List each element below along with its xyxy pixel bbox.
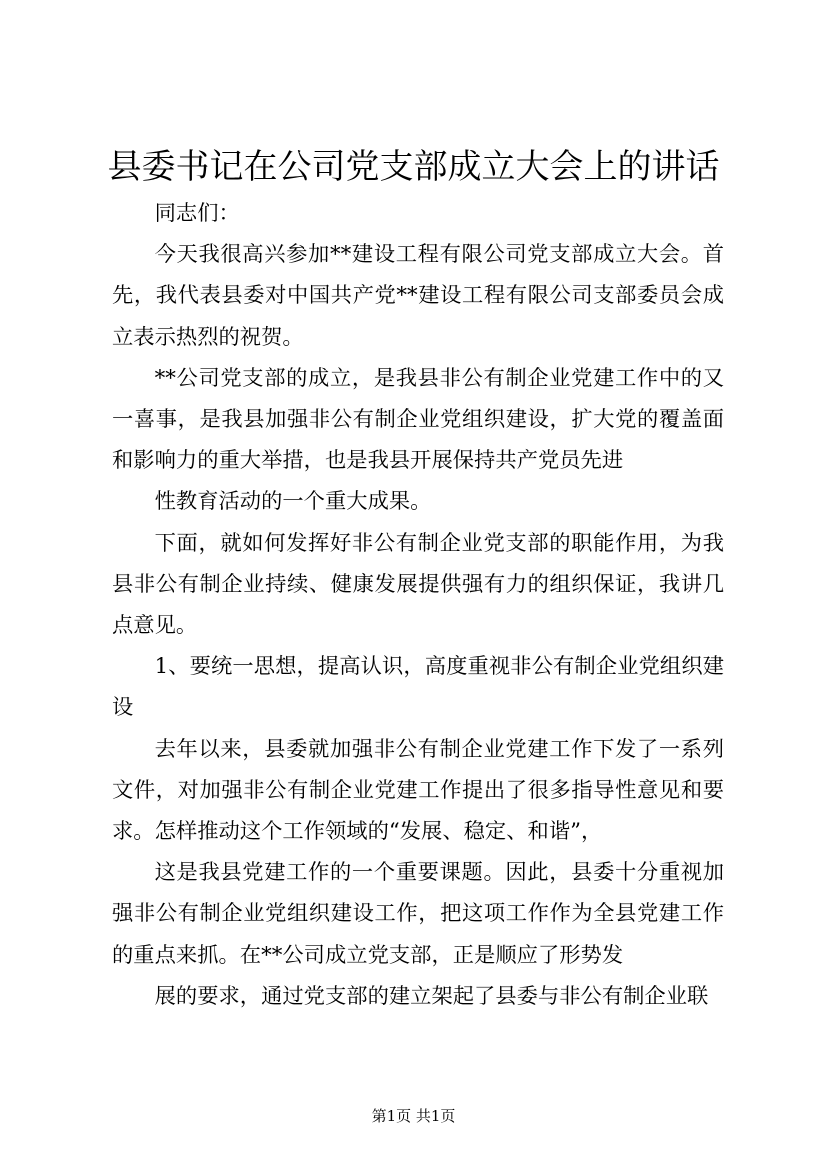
paragraph: 下面，就如何发挥好非公有制企业党支部的职能作用，为我县非公有制企业持续、健康发展提供强有力的组织保证，我讲几点意见。 <box>112 530 724 639</box>
paragraph: 性教育活动的一个重大成果。 <box>154 489 432 515</box>
section-heading: 1、要统一思想，提高认识，高度重视非公有制企业党组织建设 <box>112 654 724 721</box>
document-body <box>112 193 724 1017</box>
paragraph: **公司党支部的成立，是我县非公有制企业党建工作中的又一喜事，是我县加强非公有制企业党组织建设，扩大党的覆盖面和影响力的重大举措，也是我县开展保持共产党员先进 <box>112 365 724 474</box>
paragraph: 今天我很高兴参加**建设工程有限公司党支部成立大会。首先，我代表县委对中国共产党**建设工程有限公司支部委员会成立表示热烈的祝贺。 <box>112 242 724 350</box>
paragraph: 这是我县党建工作的一个重要课题。因此，县委十分重视加强非公有制企业党组织建设工作，把这项工作作为全县党建工作的重点来抓。在**公司成立党支部，正是顺应了形势发 <box>112 860 724 968</box>
document-title: 县委书记在公司党支部成立大会上的讲话 <box>107 147 720 187</box>
paragraph-greeting: 同志们： <box>154 201 240 226</box>
paragraph: 展的要求，通过党支部的建立架起了县委与非公有制企业联 <box>154 983 709 1009</box>
page-footer: 第1页 共1页 <box>371 1107 456 1125</box>
paragraph: 去年以来，县委就加强非公有制企业党建工作下发了一系列文件，对加强非公有制企业党建工作提出了很多指导性意见和要求。怎样推动这个工作领域的“发展、稳定、和谐”， <box>112 736 724 845</box>
